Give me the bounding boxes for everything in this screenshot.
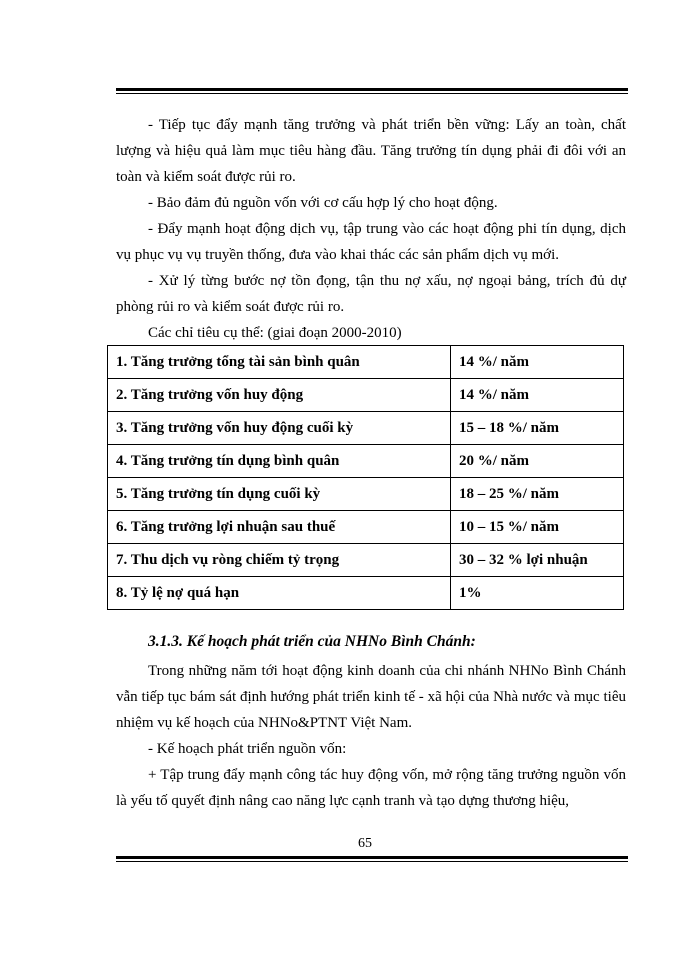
table-caption: Các chỉ tiêu cụ thể: (giai đoạn 2000-2010): [148, 325, 402, 341]
row-value: 14 %/ năm: [451, 346, 624, 379]
targets-table: [107, 345, 624, 610]
row-label: 4. Tăng trưởng tín dụng bình quân: [108, 445, 451, 478]
row-label: 5. Tăng trưởng tín dụng cuối kỳ: [108, 478, 451, 511]
row-value: 18 – 25 %/ năm: [451, 478, 624, 511]
row-value: 1%: [451, 577, 624, 610]
row-value: 20 %/ năm: [451, 445, 624, 478]
page-number: 65: [358, 836, 372, 851]
row-value: 15 – 18 %/ năm: [451, 412, 624, 445]
row-label: 6. Tăng trưởng lợi nhuận sau thuế: [108, 511, 451, 544]
row-label: 8. Tỷ lệ nợ quá hạn: [108, 577, 451, 610]
row-label: 7. Thu dịch vụ ròng chiếm tỷ trọng: [108, 544, 451, 577]
table-row: [108, 544, 624, 577]
paragraph-growth: - Tiếp tục đẩy mạnh tăng trưởng và phát triển bền vững: Lấy an toàn, chất lượng và hiệu quả làm mục tiêu hàng đầu. Tăng trưởng tín dụng phải đi đôi với an toàn và kiểm soát được rủi ro.: [116, 117, 626, 185]
row-value: 14 %/ năm: [451, 379, 624, 412]
row-label: 1. Tăng trưởng tổng tài sản bình quân: [108, 346, 451, 379]
table-row: [108, 478, 624, 511]
paragraph-plan-intro: Trong những năm tới hoạt động kinh doanh của chi nhánh NHNo Bình Chánh vẫn tiếp tục bám sát định hướng phát triển kinh tế - xã hội của Nhà nước và mục tiêu nhiệm vụ kế hoạch của NHNo&PTNT Việt Nam.: [116, 663, 626, 731]
paragraph-mobilization: + Tập trung đẩy mạnh công tác huy động vốn, mở rộng tăng trưởng nguồn vốn là yếu tố quyết định nâng cao năng lực cạnh tranh và tạo dựng thương hiệu,: [116, 767, 626, 809]
paragraph-capital-plan: - Kế hoạch phát triển nguồn vốn:: [148, 741, 347, 757]
table-row: [108, 577, 624, 610]
table-row: [108, 412, 624, 445]
header-rule: [116, 88, 628, 94]
table-row: [108, 346, 624, 379]
table-row: [108, 379, 624, 412]
paragraph-services: - Đẩy mạnh hoạt động dịch vụ, tập trung vào các hoạt động phi tín dụng, dịch vụ phục vụ vụ truyền thống, đưa vào khai thác các sản phẩm dịch vụ mới.: [116, 221, 626, 263]
row-value: 10 – 15 %/ năm: [451, 511, 624, 544]
paragraph-debt: - Xử lý từng bước nợ tồn đọng, tận thu nợ xấu, nợ ngoại bảng, trích đủ dự phòng rủi ro và kiểm soát được rủi ro.: [116, 273, 626, 315]
table-row: [108, 445, 624, 478]
paragraph-capital: - Bảo đảm đủ nguồn vốn với cơ cấu hợp lý cho hoạt động.: [148, 195, 498, 211]
row-label: 2. Tăng trưởng vốn huy động: [108, 379, 451, 412]
row-value: 30 – 32 % lợi nhuận: [451, 544, 624, 577]
footer-rule: [116, 856, 628, 862]
section-heading: 3.1.3. Kế hoạch phát triển của NHNo Bình Chánh:: [148, 633, 476, 650]
table-row: [108, 511, 624, 544]
row-label: 3. Tăng trưởng vốn huy động cuối kỳ: [108, 412, 451, 445]
